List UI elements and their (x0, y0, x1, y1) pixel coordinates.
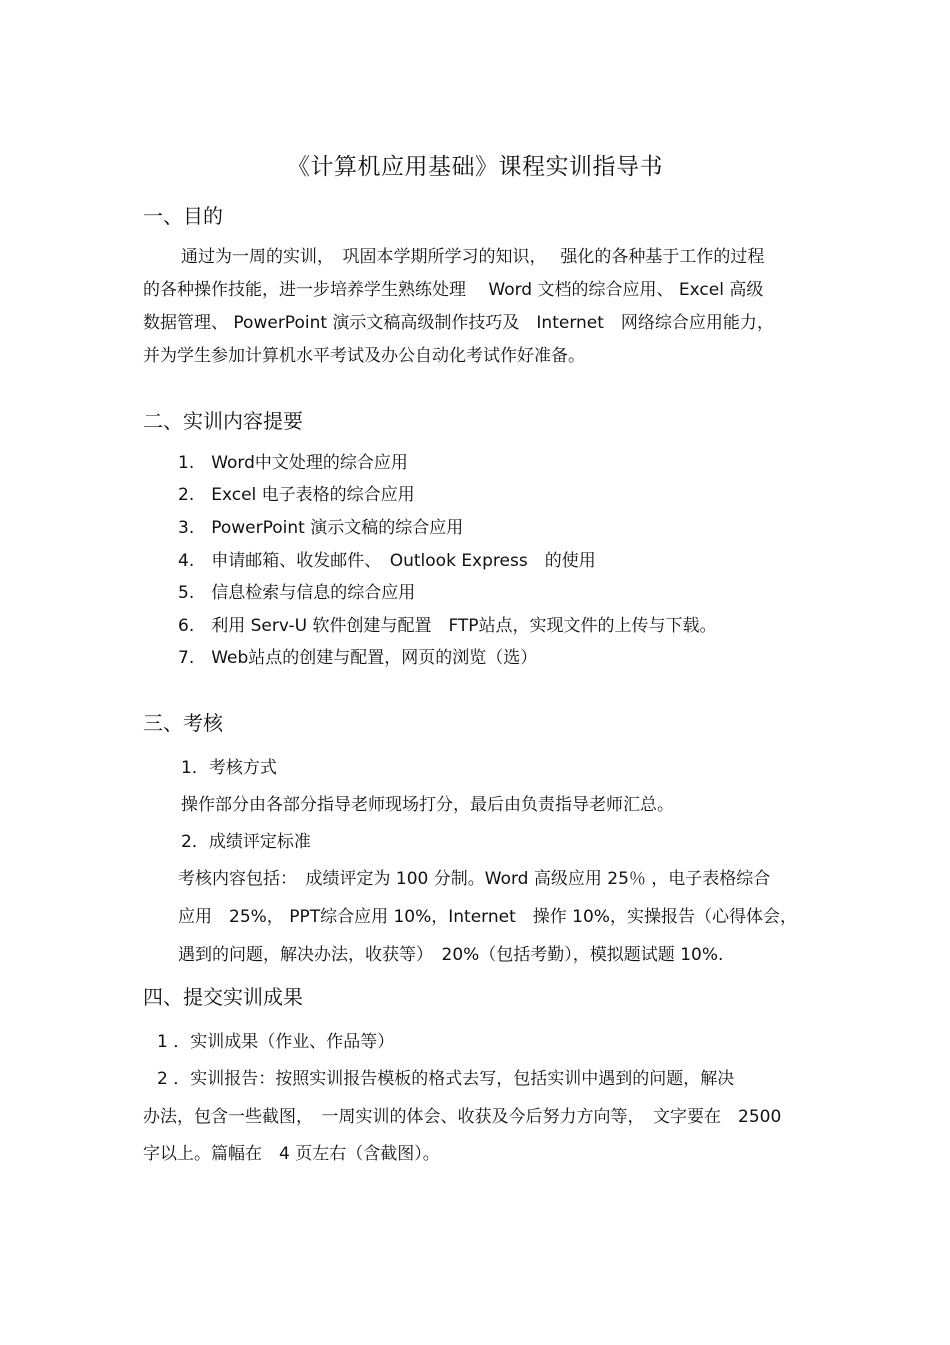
grading-line: 考核内容包括： 成绩评定为 100 分制。Word 高级应用 25％ ，电子表格综合 (178, 869, 771, 889)
section-heading-purpose: 一、目的 (143, 204, 223, 228)
submission-item: 2 ．实训报告：按照实训报告模板的格式去写，包括实训中遇到的问题，解决 (157, 1069, 735, 1089)
section-heading-contents: 二、实训内容提要 (143, 409, 303, 433)
list-item: 1. Word中文处理的综合应用 (178, 453, 408, 473)
list-item: 5. 信息检索与信息的综合应用 (178, 583, 416, 603)
grading-line: 遇到的问题，解决办法，收获等） 20%（包括考勤），模拟题试题 10%. (178, 945, 724, 965)
list-item: 7. Web站点的创建与配置，网页的浏览（选） (178, 648, 538, 668)
sub-heading-assessment-method: 1．考核方式 (181, 758, 277, 778)
paragraph-line: 通过为一周的实训， 巩固本学期所学习的知识， 强化的各种基于工作的过程 (181, 247, 765, 267)
list-item: 2. Excel 电子表格的综合应用 (178, 485, 415, 505)
list-item: 4. 申请邮箱、收发邮件、 Outlook Express 的使用 (178, 551, 596, 571)
grading-line: 应用 25%， PPT综合应用 10%，Internet 操作 10%，实操报告（心得体会， (178, 907, 797, 927)
submission-item-continued: 字以上。篇幅在 4 页左右（含截图）。 (143, 1144, 440, 1164)
section-heading-assessment: 三、考核 (143, 711, 223, 735)
list-item: 6. 利用 Serv-U 软件创建与配置 FTP站点，实现文件的上传与下载。 (178, 616, 717, 636)
paragraph-line: 并为学生参加计算机水平考试及办公自动化考试作好准备。 (143, 346, 585, 366)
submission-item-continued: 办法，包含一些截图， 一周实训的体会、收获及今后努力方向等， 文字要在 2500 (143, 1107, 782, 1127)
paragraph-line: 的各种操作技能，进一步培养学生熟练处理 Word 文档的综合应用、 Excel 高级 (143, 280, 764, 300)
list-item: 3. PowerPoint 演示文稿的综合应用 (178, 518, 464, 538)
paragraph-line: 数据管理、 PowerPoint 演示文稿高级制作技巧及 Internet 网络综合应用能力， (143, 313, 774, 333)
section-heading-submission: 四、提交实训成果 (143, 985, 303, 1009)
submission-item: 1 ．实训成果（作业、作品等） (157, 1032, 395, 1052)
assessment-method-text: 操作部分由各部分指导老师现场打分，最后由负责指导老师汇总。 (181, 795, 674, 815)
document-title: 《计算机应用基础》课程实训指导书 (287, 154, 663, 180)
sub-heading-grading-standard: 2．成绩评定标准 (181, 832, 311, 852)
